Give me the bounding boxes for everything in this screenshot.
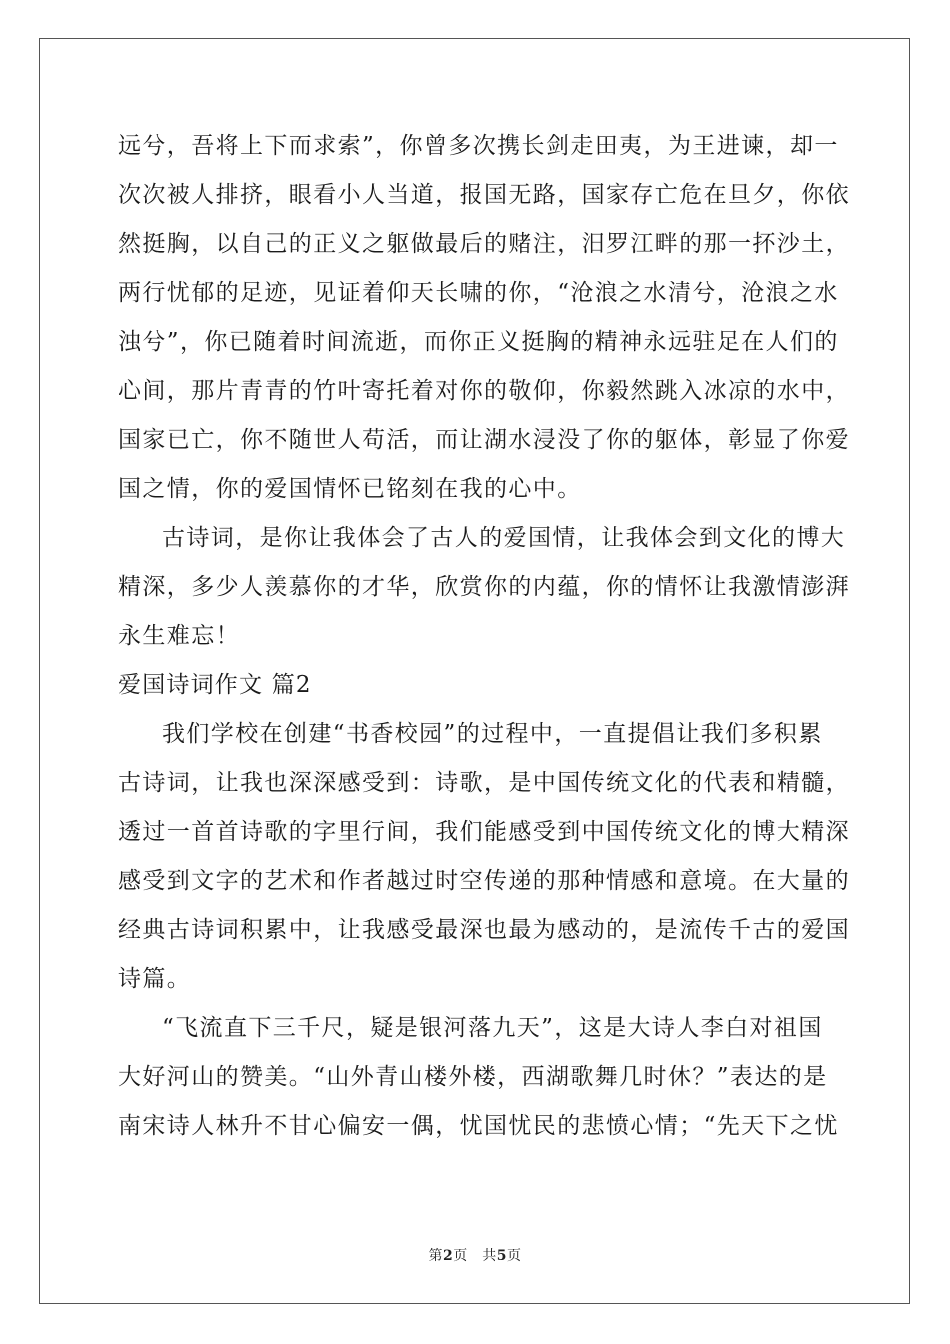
page-mid: 页 共 [453,1248,497,1264]
text-line: 次次被人排挤，眼看小人当道，报国无路，国家存亡危在旦夕，你依 [118,182,850,208]
section-heading: 爱国诗词作文 篇2 [118,672,312,698]
page-footer [0,1245,950,1265]
page-suffix: 页 [507,1248,522,1264]
text-line: 然挺胸，以自己的正义之躯做最后的赌注，汨罗江畔的那一抔沙土， [118,231,850,257]
text-line: 两行忧郁的足迹，见证着仰天长啸的你，“沧浪之水清兮，沧浪之水 [118,280,839,306]
page-prefix: 第 [428,1248,443,1264]
text-line: 浊兮”，你已随着时间流逝，而你正义挺胸的精神永远驻足在人们的 [118,329,839,355]
text-line: 感受到文字的艺术和作者越过时空传递的那种情感和意境。在大量的 [118,868,850,894]
text-line: 国之情，你的爱国情怀已铭刻在我的心中。 [118,476,582,502]
text-line: 透过一首首诗歌的字里行间，我们能感受到中国传统文化的博大精深 [118,819,850,845]
text-line: 国家已亡，你不随世人苟活，而让湖水浸没了你的躯体，彰显了你爱 [118,427,850,453]
text-line: 永生难忘！ [118,623,240,649]
text-line: 古诗词，让我也深深感受到：诗歌，是中国传统文化的代表和精髓， [118,770,850,796]
paragraph-start-line: “飞流直下三千尺，疑是银河落九天”，这是大诗人李白对祖国 [162,1015,823,1041]
paragraph-start-line: 我们学校在创建“书香校园”的过程中，一直提倡让我们多积累 [162,721,823,747]
current-page-number: 2 [443,1248,454,1264]
text-line: 精深，多少人羡慕你的才华，欣赏你的内蕴，你的情怀让我激情澎湃 [118,574,850,600]
total-pages-number: 5 [496,1248,507,1264]
text-line: 远兮，吾将上下而求索”，你曾多次携长剑走田夷，为王进谏，却一 [118,133,839,159]
text-line: 大好河山的赞美。“山外青山楼外楼，西湖歌舞几时休？”表达的是 [118,1064,828,1090]
text-line: 诗篇。 [118,966,192,992]
document-body [118,126,850,1155]
text-line: 南宋诗人林升不甘心偏安一偶，忧国忧民的悲愤心情；“先天下之忧 [118,1113,839,1139]
paragraph-start-line: 古诗词，是你让我体会了古人的爱国情，让我体会到文化的博大 [162,525,846,551]
text-line: 经典古诗词积累中，让我感受最深也最为感动的，是流传千古的爱国 [118,917,850,943]
text-line: 心间，那片青青的竹叶寄托着对你的敬仰，你毅然跳入冰凉的水中， [118,378,850,404]
